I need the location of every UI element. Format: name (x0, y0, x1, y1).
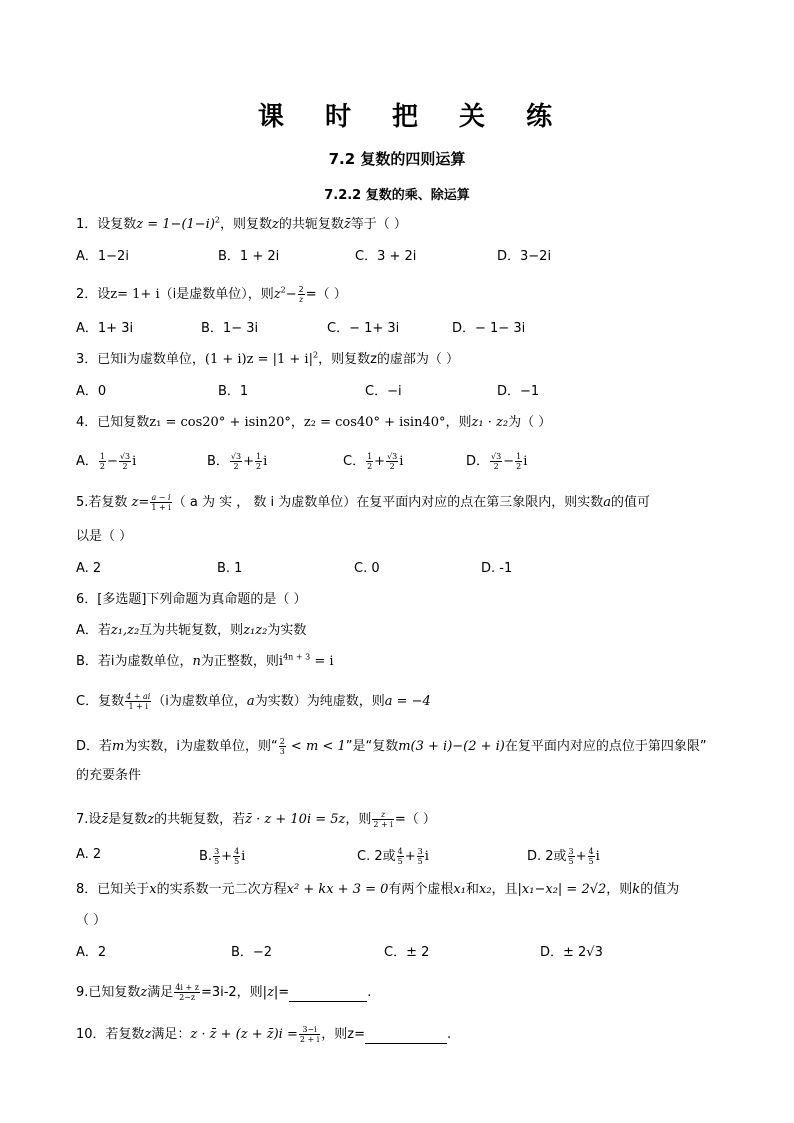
question-6-option-a: A．若z₁,z₂互为共轭复数，则z₁z₂为实数 (76, 623, 307, 638)
question-5-stem-line2: 以是（ ） (76, 529, 133, 544)
option-c: C. 0 (354, 561, 380, 576)
option-d: D．3−2i (497, 249, 552, 264)
option-a: A．1−2i (76, 249, 129, 264)
subsection-heading: 7.2.2 复数的乘、除运算 (324, 188, 470, 203)
question-8-stem-line2: （ ） (76, 913, 107, 928)
question-6-option-c: C．复数 $\frac{4 + ai}{1 + i}$ （i为虚数单位，a为实数）为纯虚数，则a = −4 (76, 692, 431, 711)
option-c: C．− 1+ 3i (327, 321, 400, 336)
question-6-option-b: B．若i为虚数单位，n为正整数，则$i^{4n + 3} = i$ (76, 652, 334, 669)
question-1-options (0, 249, 794, 265)
option-b: B. $\frac{3}{5}$ + $\frac{4}{5}$ i (199, 847, 246, 866)
question-5-stem: 5.若复数 z= $\frac{a - i}{1 + i}$ （ a 为 实 ， 数 i 为虚数单位）在复平面内对应的点在第三象限内，则实数a的值可 (76, 493, 651, 512)
question-9-stem: 9.已知复数z满足 $\frac{4i + z}{2-z}$ =3i-2，则|z|= . (76, 983, 372, 1002)
option-c: C．± 2 (384, 945, 430, 960)
option-a: A． $\frac{1}{2}$ − $\frac{√3}{2}$ i (76, 452, 137, 471)
fraction: $\frac{4i + z}{2-z}$ (175, 983, 199, 1002)
fraction: $\frac{3-i}{2 + i}$ (299, 1025, 320, 1044)
page-title: 课 时 把 关 练 (257, 102, 569, 132)
option-b: B．−2 (231, 945, 273, 960)
option-b: B．1 + 2i (218, 249, 280, 264)
fraction: $\frac{2}{z}$ (298, 285, 304, 304)
option-d: D．− 1− 3i (452, 321, 526, 336)
option-b: B．1 (218, 384, 249, 399)
answer-blank[interactable] (289, 989, 367, 1002)
question-4-stem: 4．已知复数z₁ = cos20° + isin20°，z₂ = cos40° + isin40°，则z₁ · z₂为（ ） (76, 415, 552, 430)
section-heading: 7.2 复数的四则运算 (328, 150, 466, 168)
option-d: D. 2或 $\frac{3}{5}$ + $\frac{4}{5}$ i (527, 847, 600, 866)
question-8-stem: 8．已知关于x的实系数一元二次方程x² + kx + 3 = 0有两个虚根x₁和x₂，且|x₁−x₂| = 2√2，则k的值为 (76, 882, 680, 897)
question-7-stem: 7.设z̄是复数z的共轭复数，若z̄ · z + 10i = 5z，则 $\frac{z}{2 + i}$ =（ ） (76, 810, 436, 829)
question-1-stem: 1．设复数$z = 1-(1-i)^2$，则复数z的共轭复数z̄等于（ ） (76, 215, 407, 232)
option-d: D．−1 (497, 384, 540, 399)
option-d: D. -1 (481, 561, 513, 576)
fraction: $\frac{2}{3}$ (279, 737, 285, 756)
question-2-options (0, 321, 794, 337)
fraction: $\frac{z}{2 + i}$ (373, 810, 393, 829)
question-3-options (0, 384, 794, 400)
option-b: B． $\frac{√3}{2}$ + $\frac{1}{2}$ i (207, 452, 268, 471)
question-3-stem: 3．已知i为虚数单位，$(1 + i)z = |1 + i|^2$，则复数z的虚部为（ ） (76, 350, 460, 367)
option-b: B. 1 (217, 561, 243, 576)
question-7-options (0, 847, 794, 866)
option-a: A. 2 (76, 561, 102, 576)
option-c: C． $\frac{1}{2}$ + $\frac{√3}{2}$ i (343, 452, 404, 471)
option-b: B．1− 3i (201, 321, 259, 336)
question-2-stem: 2．设z= 1+ i（i是虚数单位），则$z^2-$ $\frac{2}{z}$ =（ ） (76, 285, 347, 304)
option-a: A．0 (76, 384, 107, 399)
question-8-options (0, 945, 794, 961)
question-4-options (0, 452, 794, 471)
option-c: C. 2或 $\frac{4}{5}$ + $\frac{3}{5}$ i (357, 847, 429, 866)
option-a: A．1+ 3i (76, 321, 134, 336)
question-5-options (0, 561, 794, 577)
question-10-stem: 10．若复数z满足：z · z̄ + (z + z̄)i = $\frac{3-i}{2 + i}$ ，则z= . (76, 1025, 452, 1044)
option-c: C．3 + 2i (355, 249, 417, 264)
option-d: D． $\frac{√3}{2}$ − $\frac{1}{2}$ i (466, 452, 528, 471)
option-d: D．± 2√3 (540, 945, 603, 960)
answer-blank[interactable] (365, 1031, 447, 1044)
option-a: A. 2 (76, 847, 102, 862)
fraction: $\frac{a - i}{1 + i}$ (151, 493, 171, 512)
question-6-option-d: D．若m为实数，i为虚数单位，则“ $\frac{2}{3}$ < m < 1”是“复数m(3 + i)−(2 + i)在复平面内对应的点位于第四象限” (76, 737, 707, 756)
fraction: $\frac{4 + ai}{1 + i}$ (126, 692, 151, 711)
option-c: C．−i (365, 384, 402, 399)
question-6-stem: 6．[多选题]下列命题为真命题的是（ ） (76, 592, 307, 607)
question-6-option-d-line2: 的充要条件 (76, 768, 142, 783)
option-a: A．2 (76, 945, 107, 960)
